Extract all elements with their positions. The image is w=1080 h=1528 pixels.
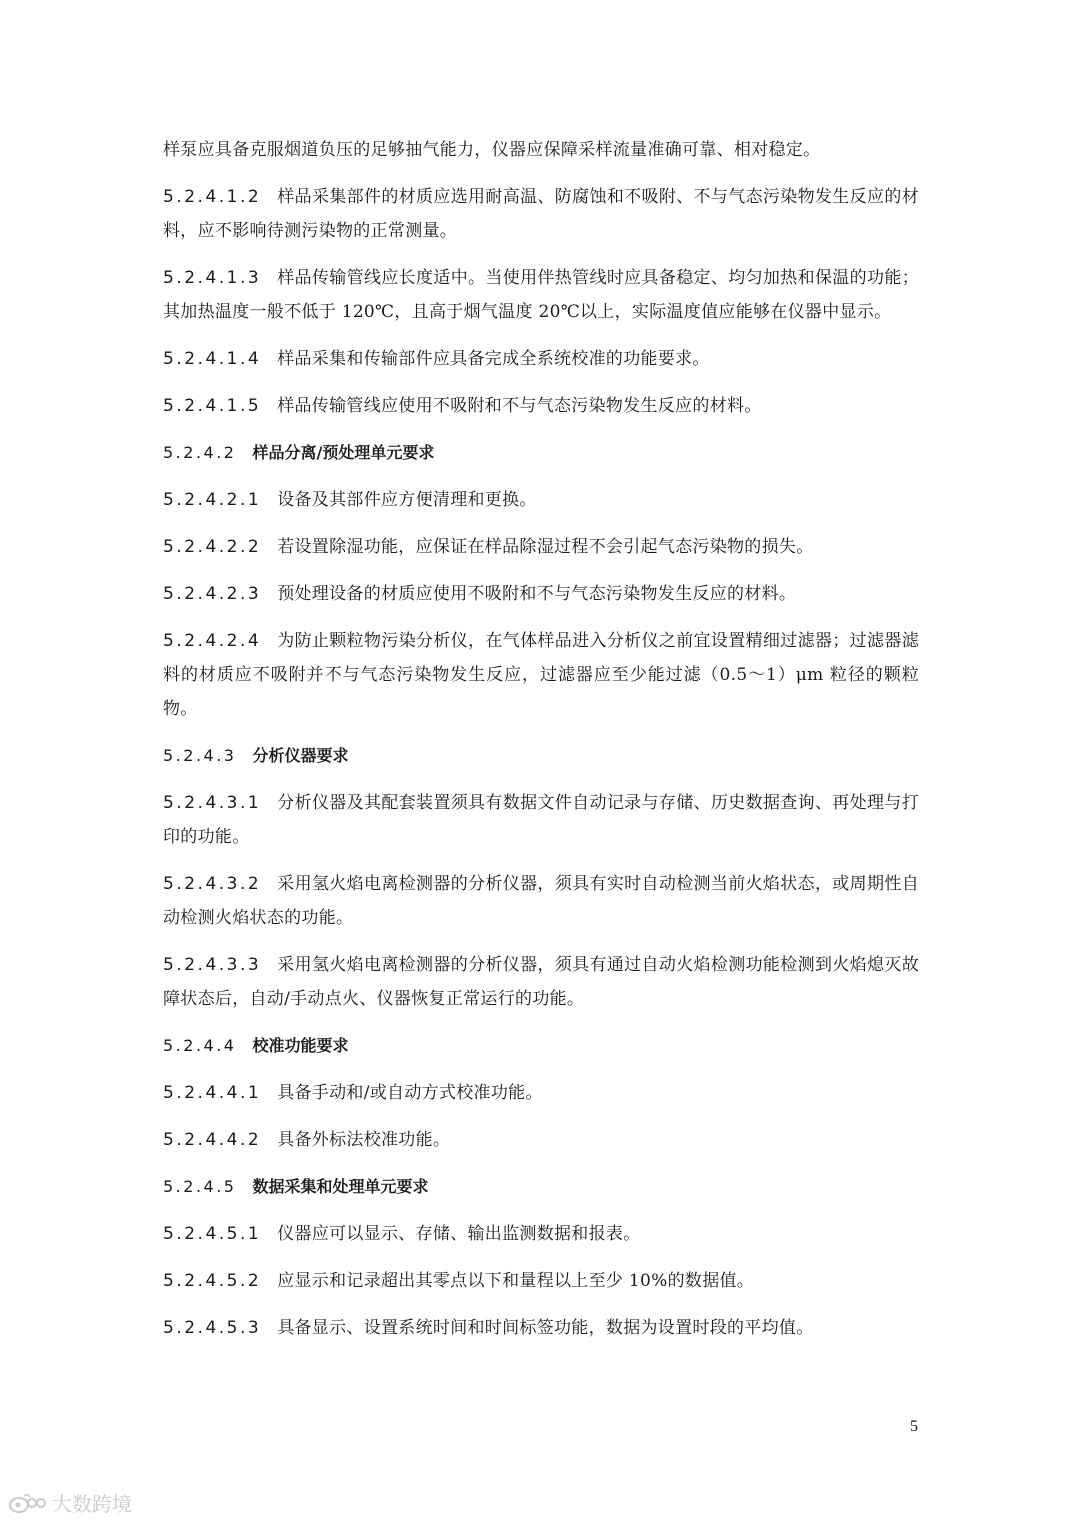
paragraph-text: 样品传输管线应使用不吸附和不与气态污染物发生反应的材料。 [277, 396, 762, 416]
clause-number: 5.2.4.1.2 [163, 187, 262, 207]
paragraph [163, 948, 919, 1016]
watermark [8, 1488, 132, 1517]
section-heading [163, 1170, 919, 1204]
heading-text: 样品分离/预处理单元要求 [252, 443, 435, 462]
paragraph [163, 133, 919, 167]
paragraph [163, 1076, 919, 1110]
paragraph-text: 样品采集和传输部件应具备完成全系统校准的功能要求。 [277, 349, 710, 369]
section-heading [163, 436, 919, 470]
clause-number: 5.2.4.2.4 [163, 631, 262, 651]
watermark-text: 大数跨境 [52, 1492, 132, 1516]
paragraph [163, 483, 919, 517]
paragraph-text: 为防止颗粒物污染分析仪，在气体样品进入分析仪之前宜设置精细过滤器；过滤器滤料的材质应不吸附并不与气态污染物发生反应，过滤器应至少能过滤（0.5～1）μm 粒径的颗粒物。 [163, 631, 919, 719]
clause-number: 5.2.4.2 [163, 443, 237, 462]
paragraph-text: 样品采集部件的材质应选用耐高温、防腐蚀和不吸附、不与气态污染物发生反应的材料，应不影响待测污染物的正常测量。 [163, 187, 919, 241]
paragraph [163, 1264, 919, 1298]
heading-text: 校准功能要求 [252, 1036, 349, 1055]
paragraph-text: 设备及其部件应方便清理和更换。 [277, 490, 537, 510]
clause-number: 5.2.4.5 [163, 1177, 237, 1196]
heading-text: 数据采集和处理单元要求 [252, 1177, 429, 1196]
paragraph-text: 样品传输管线应长度适中。当使用伴热管线时应具备稳定、均匀加热和保温的功能；其加热温度一般不低于 120℃，且高于烟气温度 20℃以上，实际温度值应能够在仪器中显示。 [163, 268, 919, 322]
paragraph-text: 仪器应可以显示、存储、输出监测数据和报表。 [277, 1224, 641, 1244]
paragraph [163, 1311, 919, 1345]
paragraph [163, 180, 919, 248]
paragraph-text: 采用氢火焰电离检测器的分析仪器，须具有通过自动火焰检测功能检测到火焰熄灭故障状态后，自动/手动点火、仪器恢复正常运行的功能。 [163, 955, 919, 1009]
paragraph [163, 624, 919, 726]
paragraph-text: 具备显示、设置系统时间和时间标签功能，数据为设置时段的平均值。 [277, 1318, 814, 1338]
paragraph-text: 样泵应具备克服烟道负压的足够抽气能力，仪器应保障采样流量准确可靠、相对稳定。 [163, 140, 821, 160]
paragraph-text: 具备手动和/或自动方式校准功能。 [277, 1083, 543, 1103]
paragraph-text: 应显示和记录超出其零点以下和量程以上至少 10%的数据值。 [277, 1271, 755, 1291]
clause-number: 5.2.4.5.2 [163, 1271, 262, 1291]
page-number: 5 [910, 1418, 918, 1435]
heading-text: 分析仪器要求 [252, 746, 349, 765]
paragraph [163, 389, 919, 423]
clause-number: 5.2.4.1.5 [163, 396, 262, 416]
paragraph-text: 分析仪器及其配套装置须具有数据文件自动记录与存储、历史数据查询、再处理与打印的功能。 [163, 793, 919, 847]
clause-number: 5.2.4.3.3 [163, 955, 262, 975]
section-heading [163, 1029, 919, 1063]
paragraph [163, 867, 919, 935]
clause-number: 5.2.4.1.4 [163, 349, 262, 369]
paragraph [163, 1217, 919, 1251]
clause-number: 5.2.4.4.2 [163, 1130, 262, 1150]
paragraph [163, 1123, 919, 1157]
paragraph [163, 261, 919, 329]
clause-number: 5.2.4.4.1 [163, 1083, 262, 1103]
clause-number: 5.2.4.5.3 [163, 1318, 262, 1338]
clause-number: 5.2.4.3.1 [163, 793, 262, 813]
paragraph [163, 786, 919, 854]
clause-number: 5.2.4.5.1 [163, 1224, 262, 1244]
weibo-logo-icon [8, 1492, 48, 1514]
clause-number: 5.2.4.2.2 [163, 537, 262, 557]
paragraph-text: 若设置除湿功能，应保证在样品除湿过程不会引起气态污染物的损失。 [277, 537, 814, 557]
document-body [163, 133, 919, 1358]
section-heading [163, 739, 919, 773]
clause-number: 5.2.4.3 [163, 746, 237, 765]
clause-number: 5.2.4.2.1 [163, 490, 262, 510]
paragraph [163, 577, 919, 611]
paragraph [163, 342, 919, 376]
paragraph-text: 预处理设备的材质应使用不吸附和不与气态污染物发生反应的材料。 [277, 584, 797, 604]
clause-number: 5.2.4.4 [163, 1036, 237, 1055]
clause-number: 5.2.4.3.2 [163, 874, 262, 894]
clause-number: 5.2.4.1.3 [163, 268, 262, 288]
paragraph-text: 采用氢火焰电离检测器的分析仪器，须具有实时自动检测当前火焰状态，或周期性自动检测火焰状态的功能。 [163, 874, 919, 928]
clause-number: 5.2.4.2.3 [163, 584, 262, 604]
paragraph-text: 具备外标法校准功能。 [277, 1130, 451, 1150]
paragraph [163, 530, 919, 564]
